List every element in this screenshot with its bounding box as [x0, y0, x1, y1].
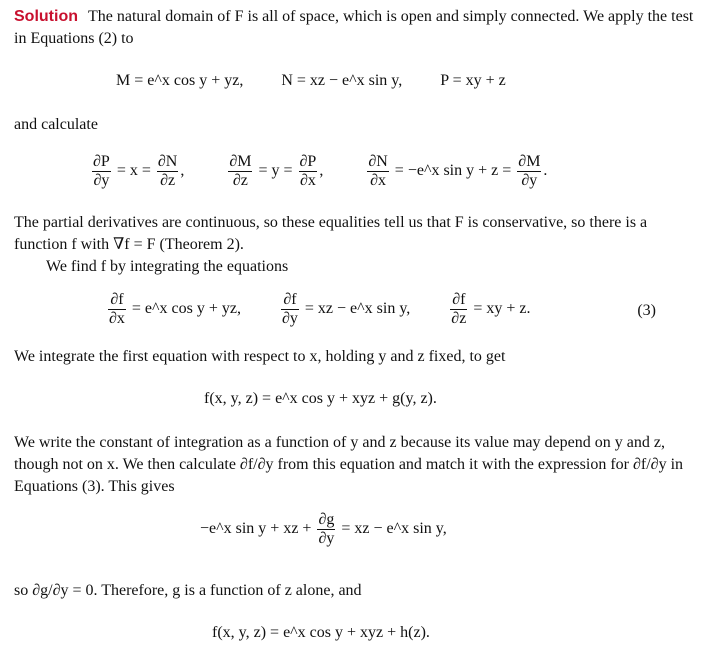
equation-number: (3) — [637, 302, 656, 319]
equation-f-h: f(x, y, z) = e^x cos y + xyz + h(z). — [212, 624, 430, 641]
eq-g-lhs: −e^x sin y + xz + — [200, 520, 312, 538]
frac-dM-dz: $\frac{\partial M}{\partial z}$ — [229, 153, 252, 189]
eq-m: M = e^x cos y + yz, — [116, 72, 244, 89]
frac-dN-dx: $\frac{\partial N}{\partial x}$ — [368, 153, 388, 189]
equation-3 — [106, 292, 656, 327]
eq-part3-mid: = −e^x sin y + z = — [394, 162, 512, 180]
equation-f-g: f(x, y, z) = e^x cos y + xyz + g(y, z). — [204, 390, 437, 407]
eq3-rhs3: = xy + z. — [473, 300, 531, 318]
eq-p: P = xy + z — [440, 72, 506, 89]
eq-n: N = xz − e^x sin y, — [281, 72, 403, 89]
frac-dP-dy: $\frac{\partial P}{\partial y}$ — [93, 153, 110, 189]
frac-df-dy: $\frac{\partial f}{\partial y}$ — [282, 291, 298, 327]
eq-g-rhs: = xz − e^x sin y, — [341, 520, 447, 538]
paragraph-constant: We write the constant of integration as a function of y and z because its value may depend on y and z, though not on x. We then calculate ∂f/∂y from this equation and match it with the expression for ∂f/∂y in Equations (3). This gives — [14, 434, 684, 495]
paragraph-find-f: We find f by integrating the equations — [46, 258, 289, 275]
paragraph-intro — [14, 6, 694, 50]
eq-part2-mid: = y = — [258, 162, 293, 180]
solution-label: Solution — [14, 8, 78, 25]
equation-g — [200, 512, 447, 547]
eq-part1-mid: = x = — [116, 162, 151, 180]
paragraph-conservative: The partial derivatives are continuous, so these equalities tell us that F is conservative, so there is a function f with ∇f = F (Theorem 2). — [14, 214, 648, 253]
equation-partials: $\frac{\partial P}{\partial y}$ = x = $\frac{\partial N}{\partial z}$ , $\frac{\partial M}{\partial z}$ = y = $\frac{\partial P}{\partial x}$ , $\frac{\partial N}{\partial x}$ = −e^x sin y + z = $\frac{\partial M}{\partial y}$ . — [93, 153, 548, 189]
and-calculate-text: and calculate — [14, 116, 98, 133]
equation-mnp — [116, 72, 506, 90]
frac-df-dz: $\frac{\partial f}{\partial z}$ — [451, 291, 467, 327]
eq3-rhs2: = xz − e^x sin y, — [304, 300, 411, 318]
paragraph-g-zero: so ∂g/∂y = 0. Therefore, g is a function of z alone, and — [14, 582, 362, 599]
frac-dP-dx: $\frac{\partial P}{\partial x}$ — [299, 153, 317, 189]
frac-dN-dz: $\frac{\partial N}{\partial z}$ — [157, 153, 178, 189]
paragraph-integrate: We integrate the first equation with respect to x, holding y and z fixed, to get — [14, 348, 506, 365]
intro-text: The natural domain of F is all of space, which is open and simply connected. We apply the test in Equations (2) to — [14, 8, 694, 47]
frac-df-dx: $\frac{\partial f}{\partial x}$ — [109, 291, 125, 327]
eq3-rhs1: = e^x cos y + yz, — [131, 300, 241, 318]
frac-dg-dy: $\frac{\partial g}{\partial y}$ — [318, 511, 335, 547]
frac-dM-dy: $\frac{\partial M}{\partial y}$ — [518, 153, 541, 189]
